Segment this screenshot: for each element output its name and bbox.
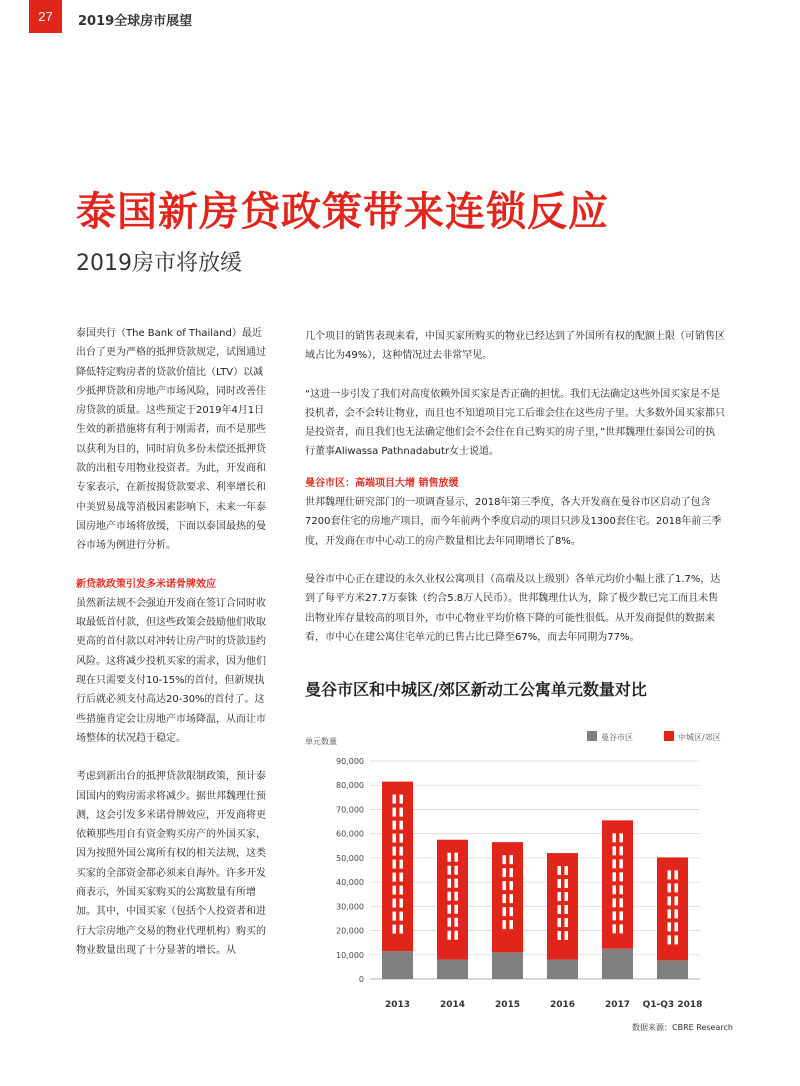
building-window (675, 909, 679, 918)
building-window (510, 881, 514, 890)
y-tick-label: 50,000 (336, 853, 364, 863)
building-window (503, 881, 507, 890)
legend-swatch (587, 731, 597, 741)
building-window (565, 931, 569, 940)
building-window (400, 899, 404, 908)
building-window (400, 808, 404, 817)
building-window (400, 886, 404, 895)
body-paragraph: 曼谷市中心正在建设的永久业权公寓项目（高端及以上级别）各单元均价小幅上涨了1.7%，达到了每平方米27.7万泰铢（约合5.8万人民币）。世邦魏理仕认为，除了极少数已完工而且未售出物业库存量较高的项目外，市中心物业平均价格下降的可能性很低。从开发商提供的数据来看，市中心在建公寓住宅单元的已售占比已降至67%，而去年同期为77%。 (305, 573, 721, 643)
building-window (620, 911, 624, 920)
building-window (455, 892, 459, 901)
building-window (400, 912, 404, 921)
building-window (675, 896, 679, 905)
building-window (448, 879, 452, 888)
y-tick-label: 10,000 (336, 950, 364, 960)
bar-segment-urban (437, 960, 468, 979)
bar-segment-urban (657, 960, 688, 979)
article-title: 泰国新房贷政策带来连锁反应 (76, 189, 609, 235)
building-window (613, 846, 617, 855)
building-window (620, 859, 624, 868)
section-heading: 曼谷市区：高端项目大增 销售放缓 (305, 477, 459, 489)
chart-source: 数据来源：CBRE Research (632, 1023, 733, 1032)
bar-segment-suburban (382, 782, 413, 952)
building-window (668, 909, 672, 918)
x-tick-label: 2013 (384, 1000, 411, 1010)
building-window (393, 795, 397, 804)
body-paragraph: “这进一步引发了我们对高度依赖外国买家是否正确的担忧。我们无法确定这些外国买家是不是投机者，会不会转让物业，而且也不知道项目完工后谁会住在这些房子里。大多数外国买家都只是投资者，而且我们也无法确定他们会不会住在自己购买的房子里，”世邦魏理仕泰国公司的执行董事Aliwassa Pathnadabutr女士说道。 (305, 388, 725, 458)
building-window (620, 924, 624, 933)
building-window (565, 879, 569, 888)
bar-segment-suburban (492, 842, 523, 952)
building-window (393, 886, 397, 895)
building-window (400, 795, 404, 804)
building-window (613, 898, 617, 907)
building-window (668, 935, 672, 944)
building-window (400, 925, 404, 934)
building-window (558, 931, 562, 940)
building-window (400, 860, 404, 869)
bar-segment-urban (492, 952, 523, 979)
x-tick-label: 2014 (439, 1000, 466, 1010)
chart-title: 曼谷市区和中城区/郊区新动工公寓单元数量对比 (305, 680, 647, 699)
building-window (675, 922, 679, 931)
building-window (558, 892, 562, 901)
building-window (620, 872, 624, 881)
building-window (565, 918, 569, 927)
y-tick-label: 70,000 (336, 805, 364, 815)
building-window (503, 920, 507, 929)
building-window (613, 911, 617, 920)
building-window (620, 846, 624, 855)
building-window (565, 892, 569, 901)
y-axis-label: 单元数量 (305, 737, 337, 746)
y-tick-label: 60,000 (336, 829, 364, 839)
bar-segment-suburban (547, 853, 578, 960)
bar-segment-urban (382, 951, 413, 979)
body-paragraph: 考虑到新出台的抵押贷款限制政策，预计泰国国内的购房需求将减少。据世邦魏理仕预测，这会引发多米诺骨牌效应，开发商将更依赖那些用自有资金购买房产的外国买家，因为按照外国公寓所有权的相关法规，这类买家的全部资金都必须来自海外。许多开发商表示，外国买家购买的公寓数量有所增加。其中，中国买家（包括个人投资者和进行大宗房地产交易的物业代理机构）购买的物业数量出现了十分显著的增长。从 (76, 771, 266, 956)
building-window (510, 920, 514, 929)
building-window (668, 883, 672, 892)
building-window (503, 855, 507, 864)
building-window (558, 918, 562, 927)
building-window (675, 935, 679, 944)
building-window (613, 833, 617, 842)
building-window (675, 870, 679, 879)
building-window (455, 879, 459, 888)
building-window (393, 821, 397, 830)
x-tick-label: Q1-Q3 2018 (642, 1000, 703, 1010)
building-window (510, 855, 514, 864)
building-window (620, 885, 624, 894)
building-window (455, 866, 459, 875)
building-window (448, 866, 452, 875)
building-window (613, 885, 617, 894)
building-window (448, 931, 452, 940)
building-window (503, 894, 507, 903)
building-window (510, 894, 514, 903)
building-window (400, 847, 404, 856)
body-paragraph: 世邦魏理仕研究部门的一项调查显示，2018年第三季度，各大开发商在曼谷市区启动了包含7200套住宅的房地产项目，而今年前两个季度启动的项目只涉及1300套住宅。2018年前三季度，开发商在市中心动工的房产数量相比去年同期增长了8%。 (305, 497, 722, 547)
legend-swatch (664, 731, 674, 741)
building-window (448, 905, 452, 914)
building-window (668, 870, 672, 879)
y-tick-label: 40,000 (336, 878, 364, 888)
building-window (455, 905, 459, 914)
building-window (620, 898, 624, 907)
building-window (448, 918, 452, 927)
bar-segment-suburban (657, 857, 688, 960)
building-window (620, 833, 624, 842)
building-window (503, 907, 507, 916)
bar-segment-urban (547, 960, 578, 979)
bar-segment-suburban (437, 840, 468, 960)
y-tick-label: 30,000 (336, 902, 364, 912)
building-window (613, 924, 617, 933)
x-tick-label: 2017 (604, 1000, 631, 1010)
building-window (393, 834, 397, 843)
building-window (393, 912, 397, 921)
building-window (400, 873, 404, 882)
article-subtitle: 2019房市将放缓 (76, 251, 242, 276)
body-paragraph: 几个项目的销售表现来看，中国买家所购买的物业已经达到了外国所有权的配额上限（可销售区域占比为49%），这种情况过去非常罕见。 (305, 331, 725, 362)
building-window (448, 853, 452, 862)
building-window (455, 931, 459, 940)
building-window (393, 847, 397, 856)
section-heading: 新贷款政策引发多米诺骨牌效应 (76, 578, 216, 590)
building-window (455, 853, 459, 862)
building-window (675, 883, 679, 892)
body-paragraph: 虽然新法规不会强迫开发商在签订合同时收取最低首付款，但这些政策会鼓励他们收取更高的首付款以对冲转让房产时的贷款违约风险。这将减少投机买家的需求，因为他们现在只需要支付10-15%的首付，但新规执行后就必须支付高达20-30%的首付了。这些措施肯定会让房地产市场降温，从而让市场整体的状况趋于稳定。 (76, 597, 266, 744)
building-window (613, 859, 617, 868)
x-tick-label: 2016 (549, 1000, 576, 1010)
y-tick-label: 80,000 (336, 781, 364, 791)
building-window (393, 808, 397, 817)
building-window (558, 879, 562, 888)
bar-segment-urban (602, 949, 633, 979)
building-window (510, 907, 514, 916)
running-title: 2019全球房市展望 (78, 14, 193, 29)
building-window (503, 868, 507, 877)
building-window (393, 899, 397, 908)
bar-segment-suburban (602, 820, 633, 948)
building-window (393, 860, 397, 869)
building-window (565, 905, 569, 914)
building-window (668, 896, 672, 905)
legend-label: 曼谷市区 (601, 733, 633, 742)
building-window (393, 873, 397, 882)
building-window (455, 918, 459, 927)
building-window (448, 892, 452, 901)
building-window (565, 866, 569, 875)
y-tick-label: 90,000 (336, 757, 364, 766)
building-window (558, 905, 562, 914)
x-tick-label: 2015 (494, 1000, 521, 1010)
legend-label: 中城区/郊区 (678, 733, 721, 742)
building-window (400, 821, 404, 830)
building-window (400, 834, 404, 843)
y-tick-label: 0 (358, 975, 364, 984)
building-window (393, 925, 397, 934)
page-number: 27 (29, 0, 62, 33)
building-window (668, 922, 672, 931)
building-window (558, 866, 562, 875)
building-window (613, 872, 617, 881)
y-tick-label: 20,000 (336, 926, 364, 936)
body-paragraph: 泰国央行（The Bank of Thailand）最近出台了更为严格的抵押贷款规定，试图通过降低特定购房者的贷款价值比（LTV）以减少抵押贷款和房地产市场风险，同时改善住房贷款的质量。这些预定于2019年4月1日生效的新措施将有利于刚需者，而不是那些以获利为目的，同时肩负多份未偿还抵押贷款的出租专用物业投资者。为此，开发商和专家表示，在新按揭贷款要求、利率增长和中美贸易战等消极因素影响下，未来一年泰国房地产市场将放缓，下面以泰国最热的曼谷市场为例进行分析。 (76, 328, 266, 552)
building-window (510, 868, 514, 877)
